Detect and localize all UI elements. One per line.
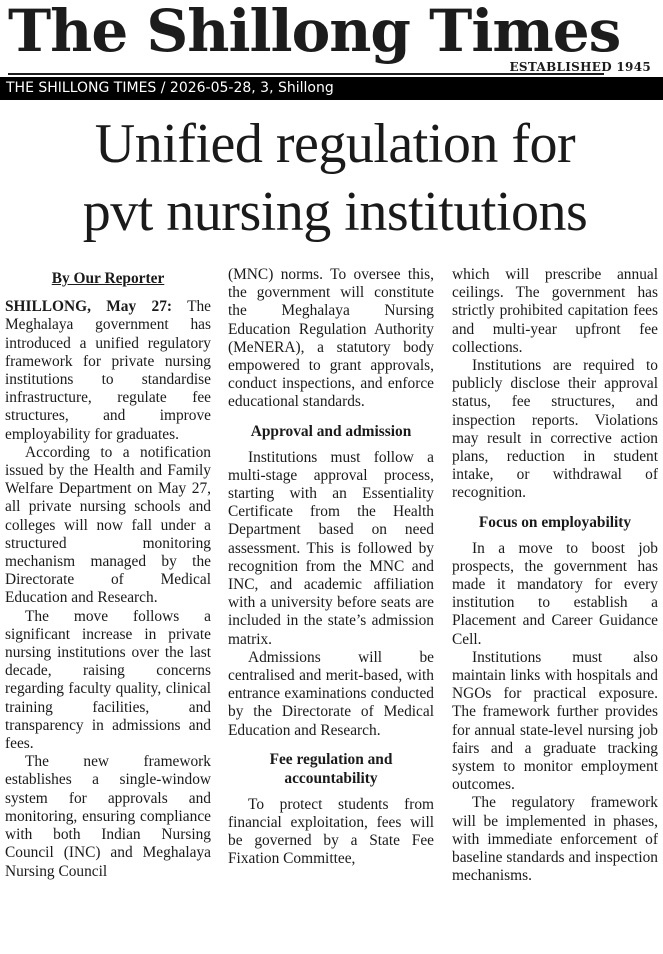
paragraph-2: According to a notification issued by the Health and Family Welfare Department on May 27, all private nursing schools and colleges will now fall under a structured monitoring mechanism managed by the Directorate of Medical Education and Research. bbox=[5, 443, 211, 607]
paragraph-5: Institutions must follow a multi-stage approval process, starting with an Essentiality Certificate from the Health Department based on need assessment. This is followed by recognition from the MNC and INC, and academic affiliation with a university before seats are included in the state’s admission matrix. bbox=[228, 448, 434, 648]
established-label: ESTABLISHED 1945 bbox=[509, 60, 651, 74]
paragraph-10: Institutions must also maintain links with hospitals and NGOs for practical exposure. The framework further provides for annual state-level nursing job fairs and a graduate tracking system to monitor employment outcomes. bbox=[452, 648, 658, 794]
paragraph-1 bbox=[5, 298, 211, 444]
paragraph-3: The move follows a significant increase in private nursing institutions over the last decade, raising concerns regarding faculty quality, clinical training facilities, and transparency in admissions and fees. bbox=[5, 607, 211, 753]
dateline: SHILLONG, May 27: bbox=[5, 298, 173, 316]
paragraph-7: To protect students from financial exploitation, fees will be governed by a State Fee Fixation Committee, bbox=[228, 795, 434, 868]
headline-line-2: pvt nursing institutions bbox=[82, 181, 588, 243]
newspaper-title: The Shillong Times bbox=[8, 0, 621, 65]
column-2 bbox=[228, 266, 434, 869]
subhead-employability: Focus on employability bbox=[478, 513, 632, 531]
paragraph-11: The regulatory framework will be implemented in phases, with immediate enforcement of baseline standards and inspection mechanisms. bbox=[452, 794, 658, 885]
paragraph-7-continued: which will prescribe annual ceilings. The government has strictly prohibited capitation fees and multi-year upfront fee collections. bbox=[452, 266, 658, 356]
paragraph-4: The new framework establishes a single-window system for approvals and monitoring, ensuring compliance with both Indian Nursing Council (INC) and Meghalaya Nursing Council bbox=[5, 753, 211, 880]
paragraph-1-text: The Meghalaya government has introduced a unified regulatory framework for private nursing institutions to standardise infrastructure, regulate fee structures, and improve employability for graduates. bbox=[5, 298, 211, 443]
article-headline bbox=[20, 110, 650, 246]
subhead-approval: Approval and admission bbox=[250, 422, 412, 440]
paragraph-9: In a move to boost job prospects, the government has made it mandatory for every institution to establish a Placement and Career Guidance Cell. bbox=[452, 539, 658, 648]
column-3 bbox=[452, 266, 658, 886]
masthead bbox=[0, 0, 663, 75]
subhead-fee-regulation: Fee regulation and accountability bbox=[269, 750, 393, 787]
paragraph-4-continued: (MNC) norms. To oversee this, the government will constitute the Meghalaya Nursing Education Regulation Authority (MeNERA), a statutory body empowered to grant approvals, conduct inspections, and enforce educational standards. bbox=[228, 266, 434, 411]
edition-bar: THE SHILLONG TIMES / 2026-05-28, 3, Shillong bbox=[0, 77, 663, 100]
paragraph-6: Admissions will be centralised and merit-based, with entrance examinations conducted by the Directorate of Medical Education and Research. bbox=[228, 648, 434, 739]
paragraph-8: Institutions are required to publicly disclose their approval status, fee structures, and inspection reports. Violations may result in corrective action plans, reduction in student intake, or withdrawal of recognition. bbox=[452, 357, 658, 502]
headline-line-1: Unified regulation for bbox=[94, 113, 576, 175]
byline: By Our Reporter bbox=[51, 270, 165, 287]
column-1 bbox=[5, 266, 211, 881]
